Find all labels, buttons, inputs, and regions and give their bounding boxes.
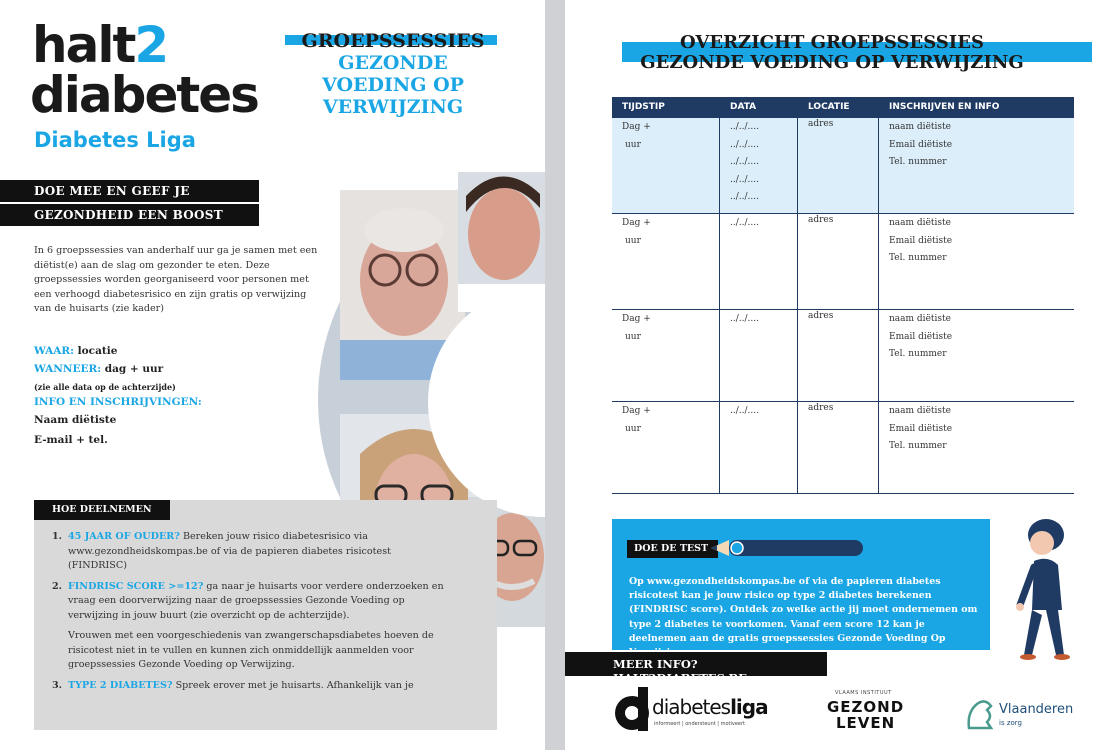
walking-person-illustration [1012,515,1082,660]
header-inschrijven: INSCHRIJVEN EN INFO [889,102,1000,112]
table-header [612,97,1074,118]
overview-title: OVERZICHT GROEPSSESSIES GEZONDE VOEDING OP VERWIJZING [640,32,1024,73]
left-page [0,0,545,750]
gezondheidskompas-link[interactable]: www.gezondheidskompas.be [647,576,796,587]
page-title: GROEPSSESSIES GEZONDE VOEDING OP VERWIJZING [301,30,485,118]
pregnancy-note: Vrouwen met een voorgeschiedenis van zwangerschapsdiabetes hoeven de risicotest niet in te vullen en kunnen zich onmiddellijk aanmelden voor groepssessies Gezonde Voeding op Verwijzing. [68,630,434,670]
how-label: HOE DEELNEMEN [34,500,170,520]
table-body [612,118,1074,494]
vlaanderen-lion-icon [965,698,995,732]
info-wanneer: WANNEER: dag + uur [34,363,164,375]
logo-vlaanderen-sub: is zorg [999,719,1022,727]
info-waar: WAAR: locatie [34,345,118,357]
logo-diabetes: diabetes [30,66,258,124]
contact-email-tel: E-mail + tel. [34,434,108,446]
cell-inschrijven: naam diëtiste Email diëtiste Tel. nummer [889,406,953,451]
contact-name: Naam diëtiste [34,414,117,426]
more-info-link[interactable]: MEER INFO? HALT2DIABETES.BE [565,652,827,676]
cell-tijdstip: Dag + uur [612,214,720,309]
how-list [52,530,452,699]
logo-diabetes-liga: Diabetes Liga [34,128,196,152]
cell-locatie: adres [798,214,879,309]
cell-inschrijven: naam diëtiste Email diëtiste Tel. nummer [889,218,953,263]
cell-data: ../../.... [720,310,798,401]
info-wanneer-note: (zie alle data op de achterzijde) [34,382,176,392]
header-data: DATA [730,102,757,112]
sessions-table [612,97,1074,494]
header-locatie: LOCATIE [808,102,850,112]
table-row [612,402,1074,494]
diabetesliga-mark-icon [612,687,652,733]
cell-tijdstip: Dag + uur [612,310,720,401]
table-row [612,214,1074,310]
pencil-icon [707,536,867,560]
logo-vlaanderen: Vlaanderen [999,702,1074,717]
header-tijdstip: TIJDSTIP [622,102,665,112]
table-row [612,118,1074,214]
right-page [565,0,1098,750]
cell-data: ../../.... [720,402,798,493]
logo-diabetesliga: diabetesliga informeert | ondersteunt | motiveert [612,685,762,735]
cell-locatie: adres [798,310,879,401]
cell-inschrijven: naam diëtiste Email diëtiste Tel. nummer [889,122,953,167]
info-inschrijvingen: INFO EN INSCHRIJVINGEN: [34,396,202,408]
test-box [612,519,990,650]
list-item: 2. FINDRISC SCORE >=12? ga naar je huisarts voor verdere onderzoeken en vraag een doorverwijzing naar de groepssessies Gezonde Voeding op verwijzing in jouw buurt (zie overzicht op de achterzijde). [52,580,444,621]
cell-inschrijven: naam diëtiste Email diëtiste Tel. nummer [889,314,953,359]
intro-text: In 6 groepssessies van anderhalf uur ga je samen met een diëtist(e) aan de slag om gezonder te eten. Deze groepssessies worden georganiseerd voor personen met een verhoogd diabetesrisico en zijn gratis op verwijzing van de huisarts (zie kader) [34,245,318,314]
logo-gezond-leven-small: VLAAMS INSTITUUT [835,690,892,696]
banner-gezondheid: GEZONDHEID EEN BOOST [0,204,259,226]
table-row [612,310,1074,402]
cell-data: ../../.... [720,214,798,309]
list-item: 1. 45 JAAR OF OUDER? Bereken jouw risico diabetesrisico via www.gezondheidskompas.be of via de papieren diabetes risicotest (FINDRISC) [52,531,391,571]
how-to-participate-box [34,500,497,730]
list-item: 3. TYPE 2 DIABETES? Spreek erover met je huisarts. Afhankelijk van je [52,679,414,691]
cell-tijdstip: Dag + uur [612,402,720,493]
cell-locatie: adres [798,118,879,213]
test-text: Op www.gezondheidskompas.be of via de papieren diabetes risicotest kan je jouw risico op type 2 diabetes berekenen (FINDRISC score). Ontdek zo welke actie jij moet ondernemen om type 2 diabetes te voorkomen. Vanaf een score 12 kan je deelnemen aan de gratis groepssessies Gezonde Voeding Op [629,576,978,644]
cell-locatie: adres [798,402,879,493]
cell-data: ../../.... ../../.... ../../.... ../../.... ../../.... [720,118,798,213]
cell-tijdstip: Dag + uur [612,118,720,213]
test-label: DOE DE TEST [627,540,718,558]
logo-gezond-leven: GEZOND LEVEN [827,698,905,732]
banner-doe-mee: DOE MEE EN GEEF JE [0,180,259,202]
logo-halt: halt2 [32,16,168,74]
